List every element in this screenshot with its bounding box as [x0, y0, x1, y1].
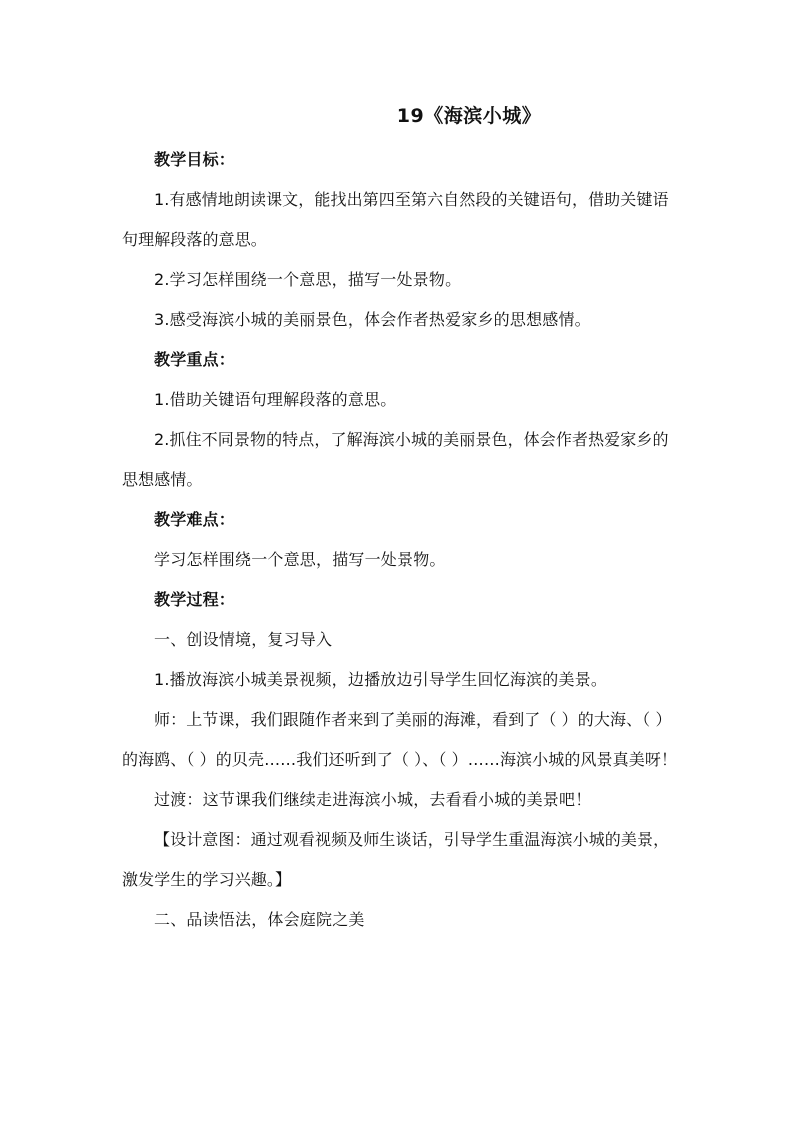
design-intent: 【设计意图：通过观看视频及师生谈话，引导学生重温海滨小城的美景，激发学生的学习兴趣。】 — [122, 830, 670, 889]
objective-1: 1.有感情地朗读课文，能找出第四至第六自然段的关键语句，借助关键语句理解段落的意思。 — [122, 190, 669, 249]
difficulty-1: 学习怎样围绕一个意思，描写一处景物。 — [154, 550, 446, 569]
key-point-2: 2.抓住不同景物的特点，了解海滨小城的美丽景色，体会作者热爱家乡的思想感情。 — [122, 430, 669, 489]
process-heading: 教学过程： — [154, 590, 236, 609]
step-2-heading: 二、品读悟法，体会庭院之美 — [154, 910, 365, 929]
teacher-line: 师：上节课，我们跟随作者来到了美丽的海滩，看到了（ ）的大海、（ ）的海鸥、（ ）的贝壳……我们还听到了（ ）、（ ）……海滨小城的风景真美呀！ — [122, 710, 678, 769]
objective-2: 2.学习怎样围绕一个意思，描写一处景物。 — [154, 270, 462, 289]
document-content — [122, 140, 682, 940]
key-point-1: 1.借助关键语句理解段落的意思。 — [154, 390, 397, 409]
transition-line: 过渡：这节课我们继续走进海滨小城，去看看小城的美景吧！ — [154, 790, 592, 809]
difficulties-heading: 教学难点： — [154, 510, 236, 529]
key-points-heading: 教学重点： — [154, 350, 236, 369]
document-title: 19《海滨小城》 — [396, 105, 542, 127]
objective-3: 3.感受海滨小城的美丽景色，体会作者热爱家乡的思想感情。 — [154, 310, 591, 329]
step-1-item-1: 1.播放海滨小城美景视频，边播放边引导学生回忆海滨的美景。 — [154, 670, 608, 689]
objectives-heading: 教学目标： — [154, 150, 236, 169]
step-1-heading: 一、创设情境，复习导入 — [154, 630, 333, 649]
